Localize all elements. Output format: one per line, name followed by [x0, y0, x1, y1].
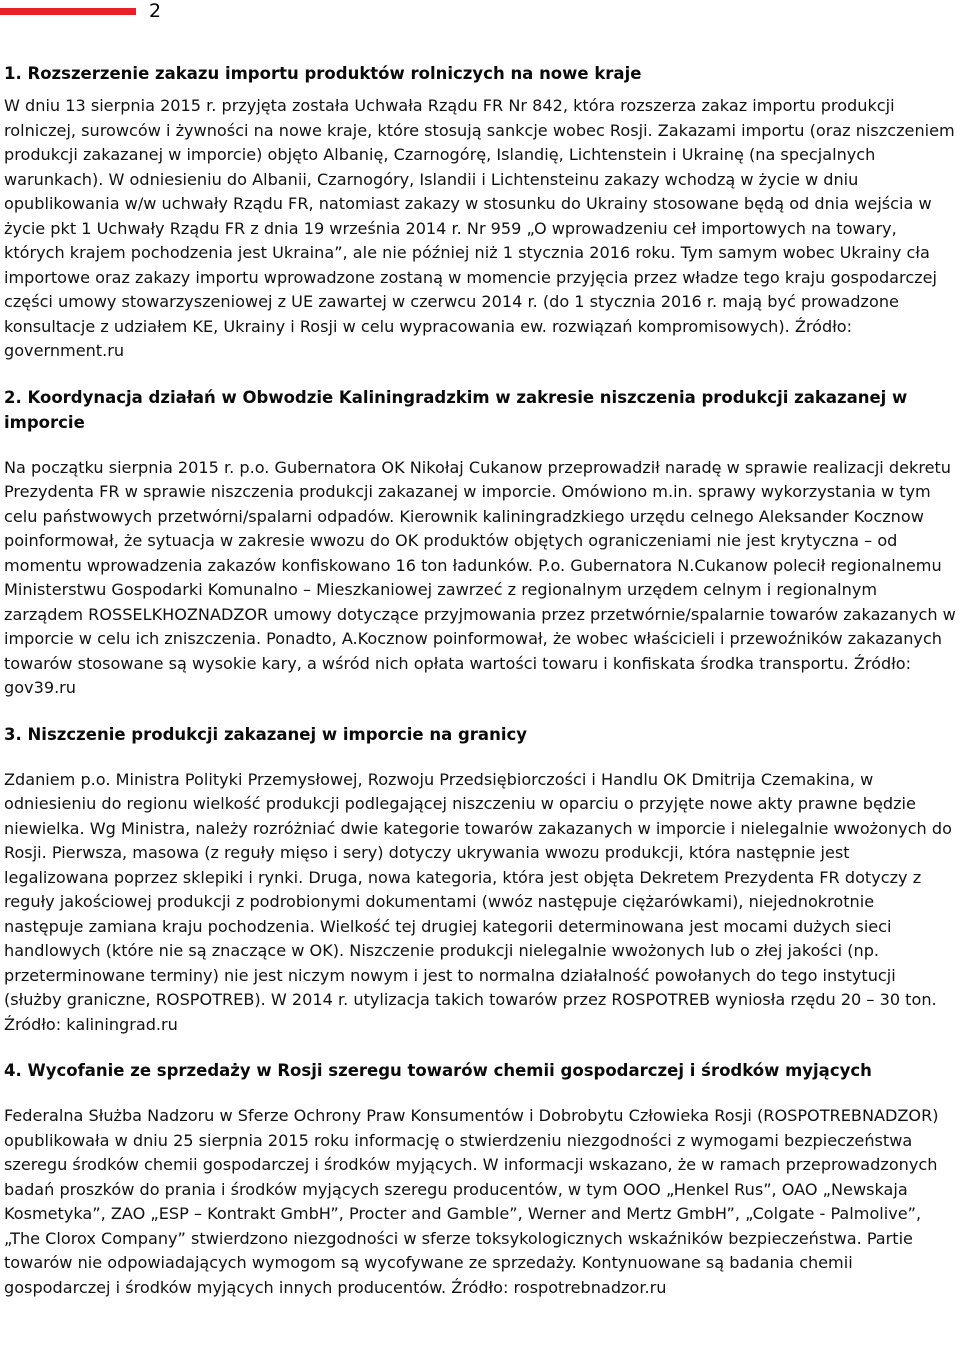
- section-paragraph: Na początku sierpnia 2015 r. p.o. Gubernatora OK Nikołaj Cukanow przeprowadził naradę w sprawie realizacji dekretu Prezydenta FR w sprawie niszczenia produkcji zakazanej w imporcie. Omówiono m.in. sprawy wykorzystania w tym celu państwowych przetwórni/spalarni odpadów. Kierownik kaliningradzkiego urzędu celnego Aleksander Kocznow poinformował, że sytuacja w zakresie wwozu do OK produktów objętych ograniczeniami nie jest krytyczna – od momentu wprowadzenia zakazów konfiskowano 16 ton ładunków. P.o. Gubernatora N.Cukanow polecił regionalnemu Ministerstwu Gospodarki Komunalno – Mieszkaniowej zawrzeć z regionalnym urzędem celnym i regionalnym zarządem ROSSELKHOZNADZOR umowy dotyczące przyjmowania przez przetwórnie/spalarnie towarów zakazanych w imporcie w celu ich zniszczenia. Ponadto, A.Kocznow poinformował, że wobec właścicieli i przewoźników zakazanych towarów stosowane są wysokie kary, a wśród nich opłata wartości towaru i konfiskata środka transportu. Źródło: gov39.ru: [4, 457, 956, 697]
- document-body: [4, 61, 958, 1300]
- section-paragraph: Federalna Służba Nadzoru w Sferze Ochrony Praw Konsumentów i Dobrobytu Człowieka Rosji (ROSPOTREBNADZOR) opublikowała w dniu 25 sierpnia 2015 roku informację o stwierdzeniu niezgodności z wymogami bezpieczeństwa szeregu środków chemii gospodarczej i środków myjących. W informacji wskazano, że w ramach przeprowadzonych badań proszków do prania i środków myjących szeregu producentów, w tym OOO „Henkel Rus”, OAO „Newskaja Kosmetyka”, ZAO „ESP – Kontrakt GmbH”, Procter and Gamble”, Werner and Mertz GmbH”, „Colgate - Palmolive”, „The Clorox Company” stwierdzono niezgodności w sferze toksykologicznych wskaźników bezpieczeństwa. Partie towarów nie odpowiadających wymogom są wycofywane ze sprzedaży. Kontynuowane są badania chemii gospodarczej i środków myjących innych producentów. Źródło: rospotrebnadzor.ru: [4, 1106, 939, 1297]
- section-heading: 3. Niszczenie produkcji zakazanej w imporcie na granicy: [4, 724, 528, 744]
- header-accent-bar: [0, 8, 136, 15]
- section-heading: 1. Rozszerzenie zakazu importu produktów rolniczych na nowe kraje: [4, 64, 642, 83]
- section-2: [4, 385, 958, 701]
- page-header: [0, 0, 960, 30]
- page-number: 2: [149, 0, 162, 22]
- section-heading: 4. Wycofanie ze sprzedaży w Rosji szeregu towarów chemii gospodarczej i środków myjących: [4, 1061, 872, 1080]
- section-3: [4, 722, 958, 1038]
- section-4: [4, 1058, 958, 1300]
- section-paragraph: Zdaniem p.o. Ministra Polityki Przemysłowej, Rozwoju Przedsiębiorczości i Handlu OK Dmitrija Czemakina, w odniesieniu do regionu wielkość produkcji podlegającej niszczeniu w oparciu o przyjęte nowe akty prawne będzie niewielka. Wg Ministra, należy rozróżniać dwie kategorie towarów zakazanych w imporcie i nielegalnie wwożonych do Rosji. Pierwsza, masowa (z reguły mięso i sery) dotyczy ukrywania wwozu produkcji, która następnie jest legalizowana poprzez sklepiki i rynki. Druga, nowa kategoria, która jest objęta Dekretem Prezydenta FR dotyczy z reguły jakościowej produkcji z podrobionymi dokumentami (wwóz następuje ciężarówkami), niejednokrotnie następuje zamiana kraju pochodzenia. Wielkość tej drugiej kategorii determinowana jest mocami dużych sieci handlowych (które nie są znaczące w OK). Niszczenie produkcji nielegalnie wwożonych lub o złej jakości (np. przeterminowane terminy) nie jest niczym nowym i jest to normalna działalność powołanych do tego instytucji (służby graniczne, ROSPOTREB). W 2014 r. utylizacja takich towarów przez ROSPOTREB wyniosła rzędu 20 – 30 ton. Źródło: kaliningrad.ru: [4, 769, 952, 1034]
- section-1: [4, 61, 958, 364]
- section-heading: 2. Koordynacja działań w Obwodzie Kaliningradzkim w zakresie niszczenia produkcji zakazanej w imporcie: [4, 387, 908, 432]
- section-paragraph: W dniu 13 sierpnia 2015 r. przyjęta została Uchwała Rządu FR Nr 842, która rozszerza zakaz importu produkcji rolniczej, surowców i żywności na nowe kraje, które stosują sankcje wobec Rosji. Zakazami importu (oraz niszczeniem produkcji zakazanej w imporcie) objęto Albanię, Czarnogórę, Islandię, Lichtenstein i Ukrainę (na specjalnych warunkach). W odniesieniu do Albanii, Czarnogóry, Islandii i Lichtensteinu zakazy wchodzą w życie w dniu opublikowania w/w uchwały Rządu FR, natomiast zakazy w stosunku do Ukrainy stosowane będą od dnia wejścia w życie pkt 1 Uchwały Rządu FR z dnia 19 września 2014 r. Nr 959 „O wprowadzeniu ceł importowych na towary, których krajem pochodzenia jest Ukraina”, ale nie później niż 1 stycznia 2016 roku. Tym samym wobec Ukrainy cła importowe oraz zakazy importu wprowadzone zostaną w momencie przyjęcia przez władze tego kraju gospodarczej części umowy stowarzyszeniowej z UE zawartej w czerwcu 2014 r. (do 1 stycznia 2016 r. mają być prowadzone konsultacje z udziałem KE, Ukrainy i Rosji w celu wypracowania ew. rozwiązań kompromisowych). Źródło: government.ru: [4, 96, 955, 360]
